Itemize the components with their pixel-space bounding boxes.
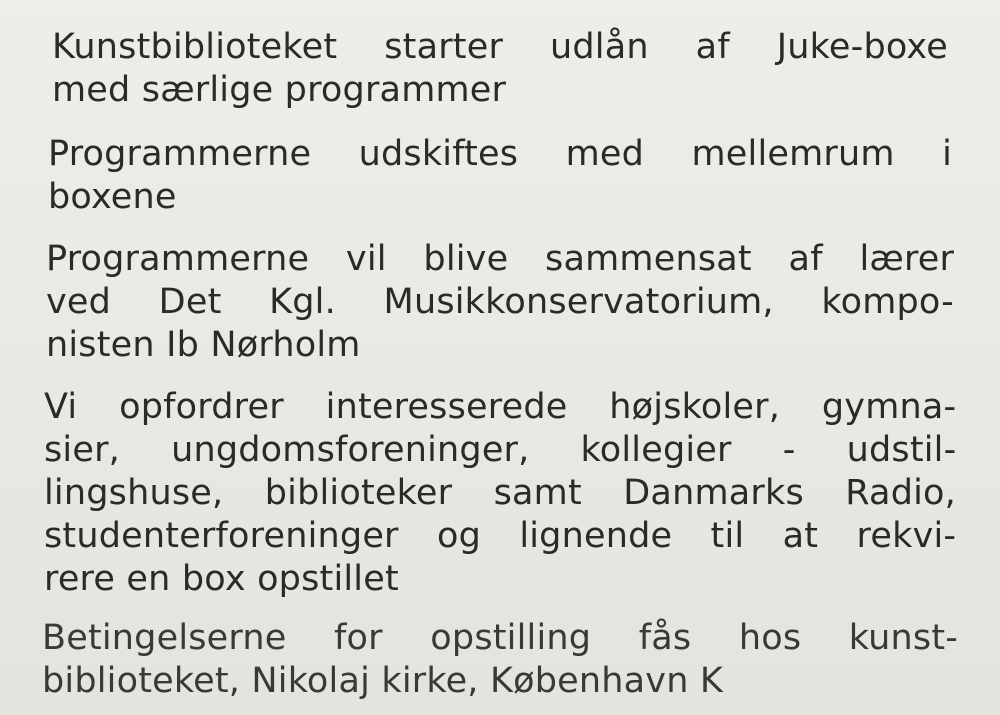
text-line: Vi opfordrer interesserede højskoler, gymna-: [44, 387, 957, 427]
paragraph-invitation: [44, 386, 956, 601]
text-line: Programmerne udskiftes med mellemrum i: [48, 134, 952, 174]
text-line: Programmerne vil blive sammensat af lærer: [46, 239, 955, 279]
paragraph-program-rotation: [48, 133, 952, 219]
paragraph-jukebox-announcement: [52, 26, 948, 112]
text-line: Kunstbiblioteket starter udlån af Juke-boxe: [52, 27, 948, 67]
text-line: Betingelserne for opstilling fås hos kunst-: [42, 618, 959, 658]
text-line: nisten Ib Nørholm: [46, 325, 361, 365]
text-line: ved Det Kgl. Musikkonservatorium, kompo-: [46, 282, 954, 322]
text-line: boxene: [48, 177, 177, 217]
text-line: biblioteket, Nikolaj kirke, København K: [42, 661, 724, 701]
text-line: studenterforeninger og lignende til at rekvi-: [44, 516, 957, 556]
paragraph-conditions: [42, 617, 958, 703]
text-line: med særlige programmer: [52, 70, 507, 110]
text-line: sier, ungdomsforeninger, kollegier - udstil-: [44, 430, 957, 470]
text-line: rere en box opstillet: [44, 559, 399, 599]
paragraph-program-composers: [46, 238, 954, 367]
text-line: lingshuse, biblioteker samt Danmarks Radio,: [44, 473, 956, 513]
